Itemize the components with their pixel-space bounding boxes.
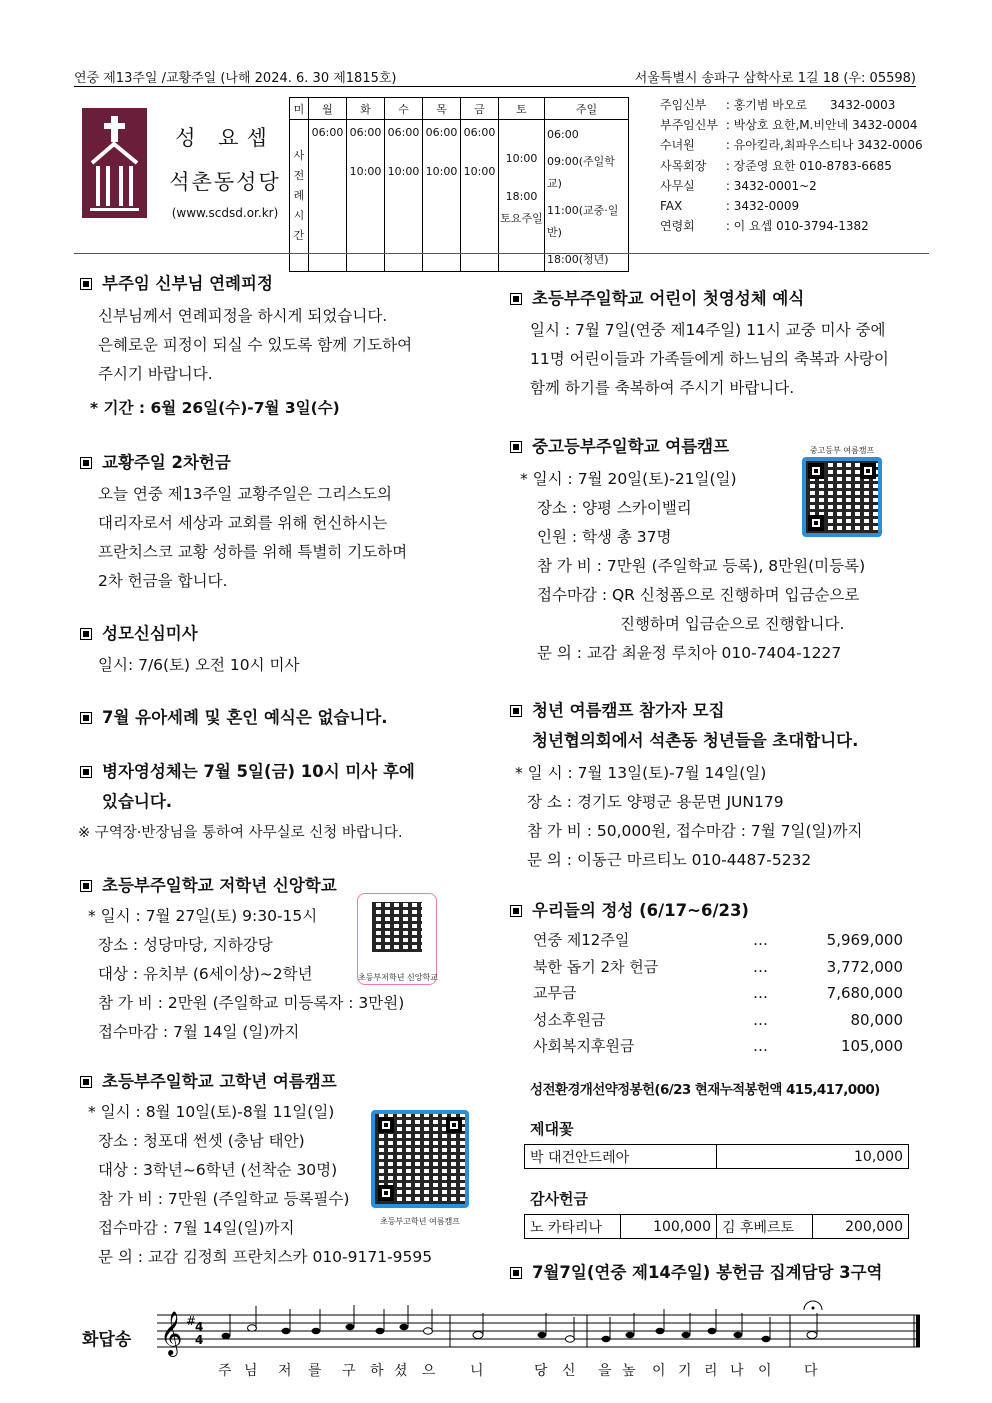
church-name [160, 110, 290, 220]
lyric-syllable: 당 [534, 1363, 548, 1379]
offering-list [533, 927, 903, 1060]
mon-times: 06:00 [309, 120, 347, 272]
building-fund: 성전환경개선약정봉헌(6/23 현재누적봉헌액 415,417,000) [530, 1082, 880, 1098]
church-url[interactable]: (www.scdsd.or.kr) [171, 206, 279, 220]
lyric-syllable: 구 [342, 1363, 356, 1379]
schedule-side-label: 사 전 례 시 간 [290, 120, 309, 272]
contact-row: 부주임신부 : 박상호 요한,M.비안네 3432-0004 [660, 118, 918, 133]
schedule-side-label: 미 [290, 98, 309, 120]
lyric-syllable: 다 [804, 1363, 818, 1379]
church-name-line2: 석촌동성당 [169, 170, 281, 194]
qr-code[interactable] [371, 1110, 469, 1208]
qr-code[interactable] [802, 457, 882, 537]
contact-list [660, 95, 923, 236]
lyric-syllable: 높 [622, 1363, 636, 1379]
svg-text:𝄞: 𝄞 [160, 1311, 183, 1355]
contact-row: FAX : 3432-0009 [660, 199, 800, 214]
tue-times: 06:00 10:00 [347, 120, 385, 272]
sat-times: 10:00 18:00 토요주일 [499, 120, 545, 272]
day-header: 수 [385, 98, 423, 120]
lyric-syllable: 니 [470, 1363, 484, 1379]
lyric-syllable: 리 [704, 1363, 718, 1379]
donor-name: 박 대건안드레아 [525, 1145, 717, 1169]
church-name-line1: 성 요셉 [175, 126, 275, 150]
offering-row: 북한 돕기 2차 헌금 … 3,772,000 [533, 957, 903, 976]
thanks-offering-table [524, 1214, 909, 1239]
altar-flower-table [524, 1144, 909, 1169]
contact-row: 수녀원 : 유아킬라,최파우스티나 3432-0006 [660, 138, 923, 153]
section-body: * 일시 : 8월 10일(토)-8월 11일(일) 장소 : 청포대 썬셋 (충남 태안) 대상 : 3학년~6학년 (선착순 30명) 참 가 비 : 7만원 (주일학교 등록필수) 접수마감 : 7월 14일(일)까지 문 의 : 교감 김정희 프란치스카 010-9171-9595 [88, 1103, 433, 1266]
mass-schedule-table [289, 97, 629, 272]
section-title-cont: 있습니다. [102, 792, 173, 811]
day-header: 목 [423, 98, 461, 120]
day-header: 주일 [545, 98, 629, 120]
donor-amount: 10,000 [717, 1145, 909, 1169]
svg-text:#: # [186, 1314, 197, 1328]
lyric-syllable: 을 [598, 1363, 612, 1379]
section-body: 신부님께서 연례피정을 하시게 되었습니다. 은혜로운 피정이 되실 수 있도록 함께 기도하여 주시기 바랍니다. [98, 307, 413, 383]
contact-row: 주임신부 : 홍기범 바오로 3432-0003 [660, 98, 896, 112]
lyric-syllable: 이 [758, 1363, 772, 1379]
donor-name: 노 카타리나 [525, 1215, 621, 1239]
address: 서울특별시 송파구 삼학사로 1길 18 (우: 05598) [634, 71, 916, 86]
offering-row: 연중 제12주일 … 5,969,000 [533, 931, 903, 949]
offering-row: 성소후원금 … 80,000 [533, 1010, 903, 1029]
section-title: 부주임 신부님 연례피정 [80, 270, 273, 294]
lyric-syllable: 를 [308, 1363, 322, 1379]
sun-times: 06:00 09:00(주일학교) 11:00(교중·일반) 18:00(청년) [545, 120, 629, 272]
section-body: 일시: 7/6(토) 오전 10시 미사 [98, 656, 300, 674]
lyric-syllable: 님 [244, 1363, 258, 1379]
section-title: 병자영성체는 7월 5일(금) 10시 미사 후에 [80, 758, 415, 782]
lyric-syllable: 기 [678, 1363, 692, 1379]
qr-code[interactable] [372, 902, 422, 952]
section-body: * 일시 : 7월 20일(토)-21일(일) 장소 : 양평 스카이밸리 인원 : 학생 총 37명 참 가 비 : 7만원 (주일학교 등록), 8만원(미등록) 접수마감 : QR 신청폼으로 진행하며 입금순으로 진행하며 입금순으로 진행합니다. 문 의 : 교감 최윤정 루치아 010-7404-1227 [520, 470, 866, 662]
day-header: 화 [347, 98, 385, 120]
svg-text:4: 4 [195, 1333, 204, 1347]
section-body: * 일시 : 7월 27일(토) 9:30-15시 장소 : 성당마당, 지하강당 대상 : 유치부 (6세이상)~2학년 참 가 비 : 2만원 (주일학교 미등록자 : 3만원) 접수마감 : 7월 14일 (일)까지 [88, 907, 405, 1041]
psalm-label: 화답송 [82, 1330, 132, 1350]
issue-info: 연중 제13주일 /교황주일 (나해 2024. 6. 30 제1815호) [74, 71, 397, 86]
retreat-period: * 기간 : 6월 26일(수)-7월 3일(수) [90, 399, 340, 417]
offering-row: 교무금 … 7,680,000 [533, 984, 903, 1002]
section-body: 일시 : 7월 7일(연중 제14주일) 11시 교중 미사 중에 11명 어린이들과 가족들에게 하느님의 축복과 사랑이 함께 하기를 축복하여 주시기 바랍니다. [530, 321, 889, 397]
donor-amount: 200,000 [813, 1215, 909, 1239]
section-title: 중고등부주일학교 여름캠프 [510, 433, 729, 457]
lyric-syllable: 나 [730, 1363, 744, 1379]
section-title: 7월7일(연중 제14주일) 봉헌금 집계담당 3구역 [510, 1259, 883, 1283]
thanks-offering-title: 감사헌금 [530, 1190, 588, 1208]
qr-caption: 중고등부 여름캠프 [809, 446, 875, 455]
svg-text:4: 4 [195, 1320, 204, 1334]
lyric-syllable: 이 [652, 1363, 666, 1379]
lyric-syllable: 주 [218, 1363, 232, 1379]
lyric-syllable: 저 [278, 1363, 292, 1379]
day-header: 토 [499, 98, 545, 120]
section-body: * 일 시 : 7월 13일(토)-7월 14일(일) 장 소 : 경기도 양평군 용문면 JUN179 참 가 비 : 50,000원, 접수마감 : 7월 7일(일)까지 문 의 : 이동근 마르티노 010-4487-5232 [515, 764, 863, 869]
qr-card [357, 893, 437, 985]
lyric-syllable: 으 [422, 1363, 436, 1379]
lyric-syllable: 신 [562, 1363, 576, 1379]
section-title-cont: 청년협의회에서 석촌동 청년들을 초대합니다. [532, 731, 859, 750]
section-title: 초등부주일학교 저학년 신앙학교 [80, 872, 337, 896]
section-title: 성모신심미사 [80, 620, 198, 644]
qr-caption: 초등부저학년 신앙학교 [358, 973, 438, 982]
thu-times: 06:00 10:00 [423, 120, 461, 272]
contact-row: 사무실 : 3432-0001~2 [660, 178, 817, 193]
lyric-syllable: 셨 [394, 1363, 408, 1379]
header-divider [74, 253, 929, 254]
section-title: 7월 유아세례 및 혼인 예식은 없습니다. [80, 704, 388, 728]
day-header: 금 [461, 98, 499, 120]
section-title: 청년 여름캠프 참가자 모집 [510, 697, 725, 721]
fri-times: 06:00 10:00 [461, 120, 499, 272]
church-logo [82, 108, 147, 218]
offering-row: 사회복지후원금 … 105,000 [533, 1037, 903, 1055]
wed-times: 06:00 10:00 [385, 120, 423, 272]
altar-flower-title: 제대꽃 [530, 1120, 574, 1138]
section-title: 초등부주일학교 어린이 첫영성체 예식 [510, 285, 804, 309]
masthead-line [74, 65, 916, 87]
lyric-syllable: 하 [370, 1363, 384, 1379]
contact-row: 연령회 : 이 요셉 010-3794-1382 [660, 219, 869, 234]
psalm-lyrics [82, 1360, 922, 1384]
section-body: 오늘 연중 제13주일 교황주일은 그리스도의 대리자로서 세상과 교회를 위해 헌신하시는 프란치스코 교황 성하를 위해 특별히 기도하며 2차 헌금을 합니다. [98, 485, 408, 590]
qr-caption: 초등부고학년 여름캠프 [380, 1217, 460, 1226]
donor-amount: 100,000 [621, 1215, 717, 1239]
day-header: 월 [309, 98, 347, 120]
contact-row: 사목회장 : 장준영 요한 010-8783-6685 [660, 158, 892, 173]
section-note: ※ 구역장·반장님을 통하여 사무실로 신청 바랍니다. [78, 825, 403, 841]
section-title: 우리들의 정성 (6/17~6/23) [510, 897, 749, 921]
section-title: 교황주일 2차헌금 [80, 449, 231, 473]
section-title: 초등부주일학교 고학년 여름캠프 [80, 1068, 337, 1092]
donor-name: 김 후베르토 [717, 1215, 813, 1239]
